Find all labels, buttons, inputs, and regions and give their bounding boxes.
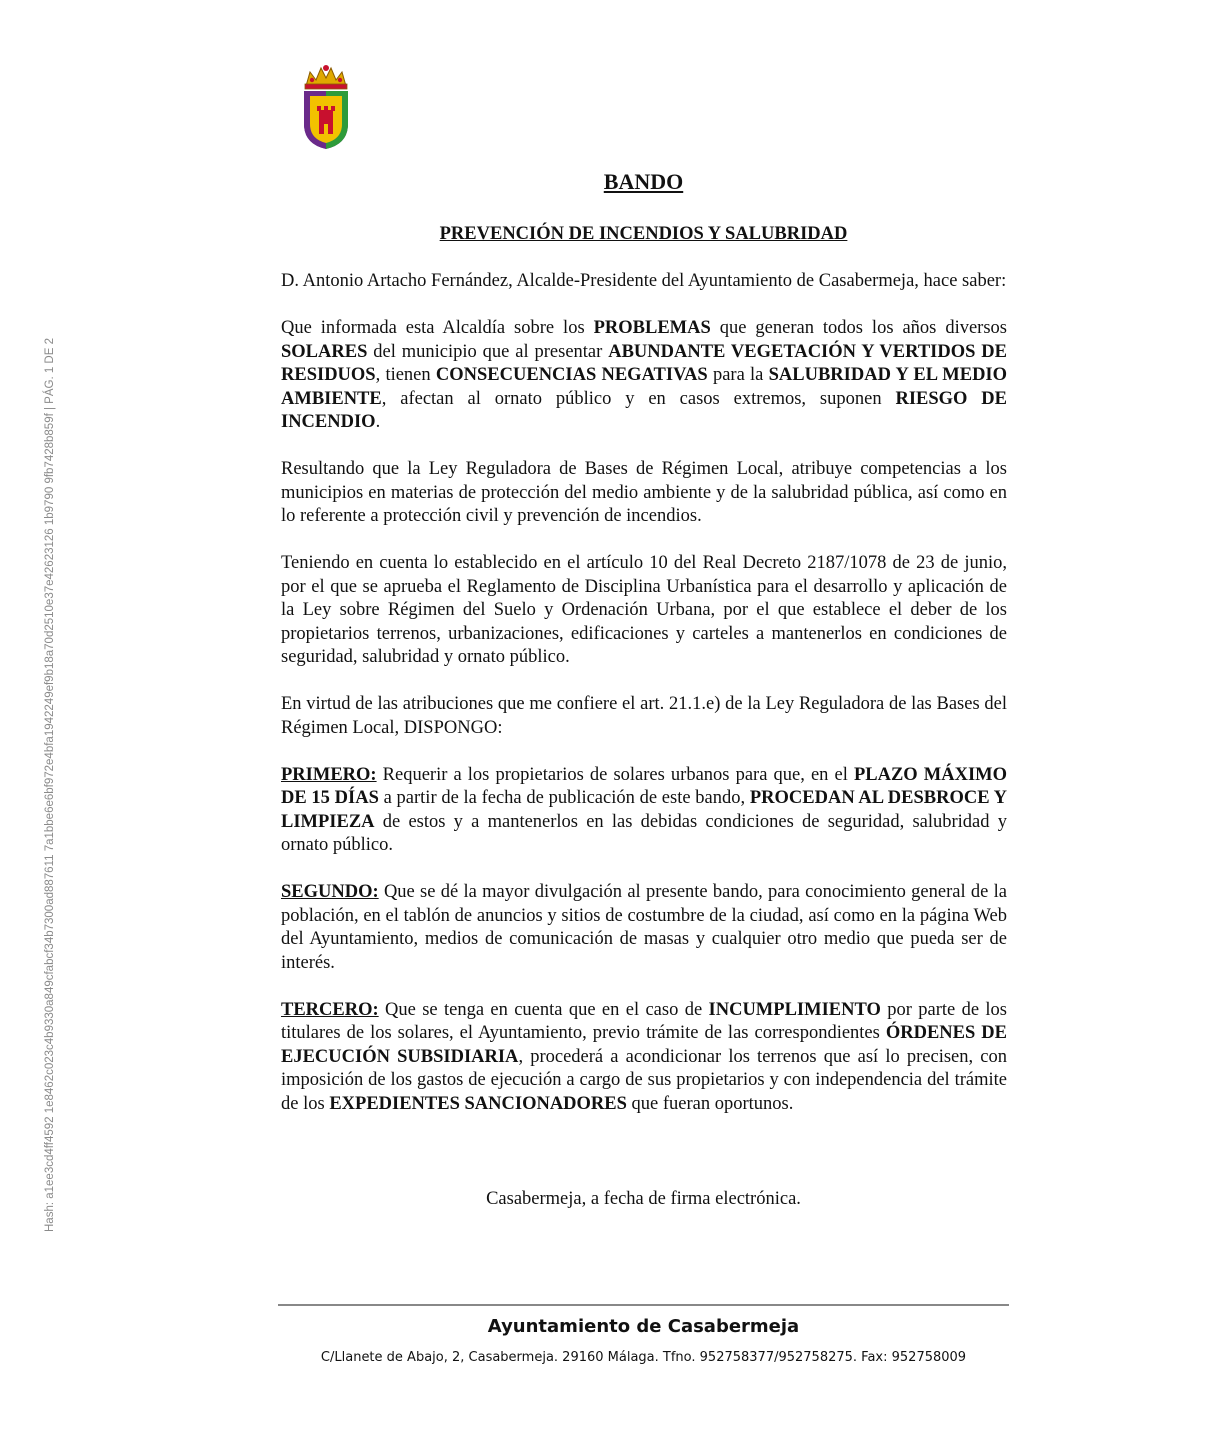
document-body bbox=[281, 270, 1007, 1140]
footer-address: C/Llanete de Abajo, 2, Casabermeja. 29160 Málaga. Tfno. 952758377/952758275. Fax: 952758009 bbox=[320, 1350, 967, 1365]
footer-organization-name: Ayuntamiento de Casabermeja bbox=[487, 1316, 800, 1337]
document-title: BANDO bbox=[603, 169, 684, 194]
text: Que se dé la mayor divulgación al presente bando, para conocimiento general de la población, en el tablón de anuncios y sitios de costumbre de la ciudad, así como en la página Web del Ayuntamiento, medios de comunicación de masas y cualquier otro medio que pueda ser de interés. bbox=[281, 882, 1007, 973]
text: Teniendo en cuenta lo establecido en el artículo 10 del Real Decreto 2187/1078 de 23 de junio, por el que se aprueba el Reglamento de Disciplina Urbanística para el desarrollo y aplicación de la Ley sobre Régimen del Suelo y Ordenación Urbana, por el que establece el deber de los propietarios terrenos, urbanizaciones, edificaciones y carteles a mantenerlos en condiciones de seguridad, salubridad y ornato público. bbox=[281, 553, 1007, 667]
footer-divider bbox=[278, 1304, 1009, 1306]
bold-text: RIESGO DE INCENDIO bbox=[281, 388, 1007, 432]
text: Resultando que la Ley Reguladora de Bases de Régimen Local, atribuye competencias a los municipios en materias de protección del medio ambiente y de la salubridad pública, así como en lo referente a protección civil y prevención de incendios. bbox=[281, 459, 1007, 526]
text: Que informada esta Alcaldía sobre los bbox=[281, 318, 594, 338]
section-label: TERCERO: bbox=[281, 999, 379, 1020]
text: , afectan al ornato público y en casos extremos, suponen bbox=[381, 388, 896, 409]
intro-text: D. Antonio Artacho Fernández, Alcalde-Presidente del Ayuntamiento de Casabermeja, hace saber: bbox=[281, 271, 1007, 291]
document-hash-sidebar: Hash: a1ee3cd4ff4592 1e8462c023c4b9330a849cfabcf34b7300ad887611 7a1bbe6e6bf972e4bfa1942249ef9b18a70d2510e37e42623126 1b9790 9fb7428b859f | PÁG. 1 DE 2 bbox=[44, 338, 56, 1232]
bold-text: ABUNDANTE VEGETACIÓN Y VERTIDOS DE RESIDUOS bbox=[281, 341, 1008, 385]
bold-text: EXPEDIENTES SANCIONADORES bbox=[329, 1093, 627, 1114]
text: , tienen bbox=[375, 365, 436, 385]
text: a partir de la fecha de publicación de este bando, bbox=[378, 788, 750, 808]
bold-text: PLAZO MÁXIMO DE 15 DÍAS bbox=[281, 764, 1007, 808]
text: que fueran oportunos. bbox=[626, 1093, 794, 1114]
section-label: PRIMERO: bbox=[281, 764, 377, 785]
dispongo-paragraph bbox=[281, 693, 1007, 740]
bold-text: SALUBRIDAD Y EL MEDIO AMBIENTE bbox=[281, 365, 1008, 409]
text: En virtud de las atribuciones que me confiere el art. 21.1.e) de la Ley Reguladora de las Bases del Régimen Local, DISPONGO: bbox=[281, 694, 1007, 738]
primero-paragraph bbox=[281, 764, 1007, 858]
problems-paragraph bbox=[281, 317, 1007, 435]
text: del municipio que al presentar bbox=[367, 341, 609, 362]
text: por parte de los titulares de los solares, el Ayuntamiento, previo trámite de las correspondientes bbox=[281, 999, 1008, 1043]
bold-text: ÓRDENES DE EJECUCIÓN SUBSIDIARIA bbox=[281, 1023, 1008, 1067]
text: . bbox=[375, 412, 381, 432]
bold-text: PROBLEMAS bbox=[593, 318, 711, 338]
law-paragraph bbox=[281, 458, 1007, 529]
municipal-coat-of-arms-icon bbox=[300, 64, 352, 150]
decree-paragraph bbox=[281, 552, 1007, 670]
text: , procederá a acondicionar los terrenos que así lo precisen, con imposición de los gastos de ejecución a cargo de sus propietarios y con independencia del trámite de los bbox=[281, 1046, 1007, 1114]
text: para la bbox=[707, 365, 769, 385]
tercero-paragraph bbox=[281, 999, 1007, 1117]
intro-paragraph bbox=[281, 270, 1007, 294]
bold-text: INCUMPLIMIENTO bbox=[708, 999, 881, 1020]
closing-signature-line: Casabermeja, a fecha de firma electrónica. bbox=[486, 1189, 801, 1209]
text: Que se tenga en cuenta que en el caso de bbox=[378, 999, 709, 1020]
bold-text: SOLARES bbox=[281, 341, 368, 362]
text: que generan todos los años diversos bbox=[710, 318, 1007, 338]
text: Requerir a los propietarios de solares urbanos para que, en el bbox=[376, 764, 854, 785]
bold-text: PROCEDAN AL DESBROCE Y LIMPIEZA bbox=[281, 788, 1007, 832]
section-label: SEGUNDO: bbox=[281, 882, 379, 902]
text: de estos y a mantenerlos en las debidas condiciones de seguridad, salubridad y ornato público. bbox=[281, 811, 1007, 855]
bold-text: CONSECUENCIAS NEGATIVAS bbox=[435, 365, 708, 385]
document-subtitle: PREVENCIÓN DE INCENDIOS Y SALUBRIDAD bbox=[439, 224, 848, 244]
segundo-paragraph bbox=[281, 881, 1007, 975]
